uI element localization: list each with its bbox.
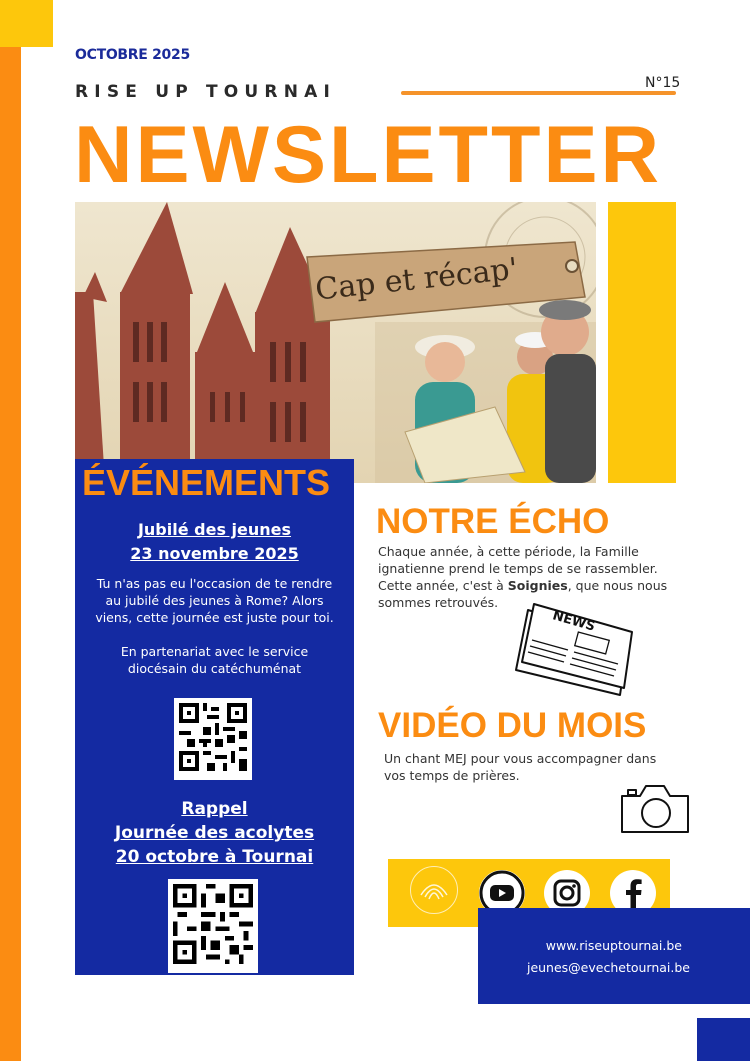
qr-code-acolytes[interactable] xyxy=(168,879,258,973)
echo-line2: ignatienne prend le temps de se rassembler. xyxy=(378,561,658,576)
hero-tag-text: Cap et récap' xyxy=(313,251,520,308)
event2-title[interactable]: Journée des acolytes xyxy=(114,823,315,843)
echo-line1: Chaque année, à cette période, la Famille xyxy=(378,544,639,559)
echo-line3-end: , que nous nous xyxy=(567,578,668,593)
website-link[interactable]: www.riseuptournai.be xyxy=(545,938,682,953)
partner-line1: En partenariat avec le service xyxy=(120,644,309,659)
echo-line4: sommes retrouvés. xyxy=(378,595,499,610)
hero-image xyxy=(75,202,596,483)
partner-line2: diocésain du catéchuménat xyxy=(127,661,302,676)
contact-block xyxy=(478,908,750,1004)
organization-name: RISE UP TOURNAI xyxy=(75,82,337,102)
event2-date[interactable]: 20 octobre à Tournai xyxy=(115,847,314,867)
video-title: VIDÉO DU MOIS xyxy=(378,706,647,745)
events-title: ÉVÉNEMENTS xyxy=(82,462,331,503)
event1-title-line1[interactable]: Jubilé des jeunes xyxy=(137,520,292,539)
issue-number: N°15 xyxy=(645,75,681,91)
qr-code-jubile[interactable] xyxy=(174,698,252,780)
email-link[interactable]: jeunes@evechetournai.be xyxy=(526,960,690,975)
echo-title: NOTRE ÉCHO xyxy=(376,502,610,541)
video-line1: Un chant MEJ pour vous accompagner dans xyxy=(384,751,657,766)
event1-desc-line2: au jubilé des jeunes à Rome? Alors xyxy=(105,593,324,608)
event1-desc-line1: Tu n'as pas eu l'occasion de te rendre xyxy=(96,576,333,591)
qr-code-icon xyxy=(179,703,247,771)
newspaper-icon xyxy=(510,600,638,698)
event1-title-line2[interactable]: 23 novembre 2025 xyxy=(130,544,299,563)
issue-date: OCTOBRE 2025 xyxy=(75,47,190,63)
event1-desc-line3: viens, cette journée est juste pour toi. xyxy=(95,610,334,625)
hero-illustration xyxy=(75,202,596,483)
orange-side-bar xyxy=(0,47,21,1061)
echo-line3 xyxy=(378,577,667,594)
event2-label[interactable]: Rappel xyxy=(181,799,248,819)
camera-icon[interactable] xyxy=(618,780,692,840)
qr-code-icon xyxy=(173,884,253,964)
yellow-accent-block xyxy=(608,202,676,483)
yellow-corner-block xyxy=(0,0,53,47)
blue-corner-block xyxy=(697,1018,750,1061)
header-rule xyxy=(401,91,676,95)
video-line2[interactable]: vos temps de prières. xyxy=(384,768,520,783)
rise-up-logo-icon[interactable] xyxy=(410,866,458,914)
echo-location: Soignies xyxy=(507,578,568,593)
echo-line3-start: Cette année, c'est à xyxy=(378,578,508,593)
news-label: NEWS xyxy=(550,608,597,635)
newsletter-title: NEWSLETTER xyxy=(74,110,662,200)
